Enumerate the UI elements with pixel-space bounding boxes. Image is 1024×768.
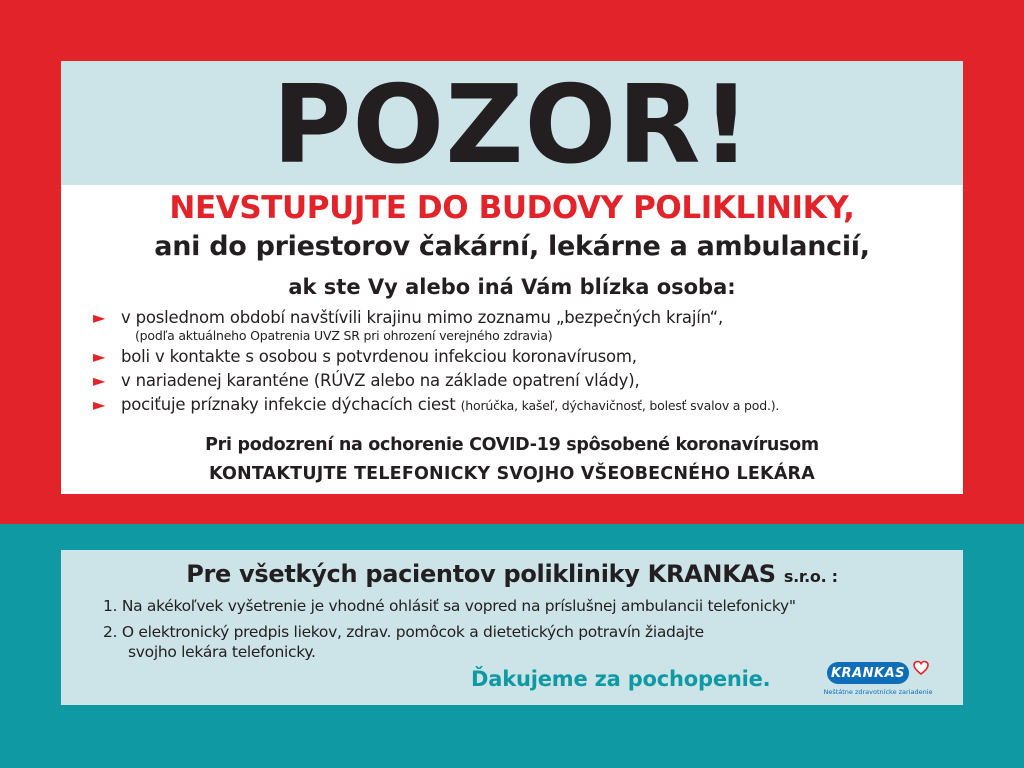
contact-doctor-text: KONTAKTUJTE TELEFONICKY SVOJHO VŠEOBECNÉHO LEKÁRA — [209, 464, 815, 484]
patients-heading-suffix: s.r.o. : — [783, 567, 838, 586]
condition-symptoms-note: (horúčka, kašeľ, dýchavičnosť, bolesť svalov a pod.). — [460, 398, 780, 413]
logo-wordmark: KRANKAS — [827, 662, 909, 684]
instruction-text: 2. O elektronický predpis liekov, zdrav. pomôcok a dietetických potravín žiadajte — [103, 623, 704, 641]
condition-text: v poslednom období navštívili krajinu mimo zoznamu „bezpečných krajín“, — [121, 308, 724, 327]
headline-do-not-enter: NEVSTUPUJTE DO BUDOVY POLIKLINIKY, — [169, 190, 855, 226]
triangle-bullet-icon: ► — [93, 347, 106, 366]
title-strip — [61, 61, 963, 188]
thanks-text: Ďakujeme za pochopenie. — [471, 667, 771, 691]
triangle-bullet-icon: ► — [93, 308, 106, 327]
heart-icon — [913, 660, 929, 676]
logo-subtitle: Neštátne zdravotnícke zariadenie — [823, 688, 933, 696]
condition-list — [93, 308, 953, 420]
patients-heading — [61, 560, 963, 588]
condition-text: v nariadenej karanténe (RÚVZ alebo na základe opatrení vlády), — [121, 371, 640, 390]
triangle-bullet-icon: ► — [93, 395, 106, 414]
condition-item — [93, 347, 953, 367]
notice-title: POZOR! — [272, 63, 752, 188]
patients-panel — [61, 550, 963, 705]
triangle-bullet-icon: ► — [93, 371, 106, 390]
headline-premises: ani do priestorov čakární, lekárne a ambulancií, — [154, 231, 870, 262]
headline-condition: ak ste Vy alebo iná Vám blízka osoba: — [288, 275, 736, 299]
patients-heading-text: Pre všetkých pacientov polikliniky KRANKAS — [186, 560, 776, 588]
instruction-item — [103, 596, 953, 616]
condition-text: boli v kontakte s osobou s potvrdenou infekciou koronavírusom, — [121, 347, 637, 366]
condition-note: (podľa aktuálneho Opatrenia UVZ SR pri ohrození verejného zdravia) — [135, 328, 553, 343]
krankas-logo — [823, 658, 933, 702]
warning-panel — [61, 61, 963, 494]
covid-suspicion-text: Pri podozrení na ochorenie COVID-19 spôsobené koronavírusom — [205, 435, 819, 455]
instruction-text: 1. Na akékoľvek vyšetrenie je vhodné ohlásiť sa vopred na príslušnej ambulancii telefonicky" — [103, 597, 796, 615]
instruction-continuation: svojho lekára telefonicky. — [128, 643, 316, 661]
condition-text: pociťuje príznaky infekcie dýchacích ciest — [121, 395, 461, 414]
condition-item — [93, 395, 953, 416]
condition-item — [93, 308, 953, 343]
instruction-item — [103, 622, 953, 662]
condition-item — [93, 371, 953, 391]
